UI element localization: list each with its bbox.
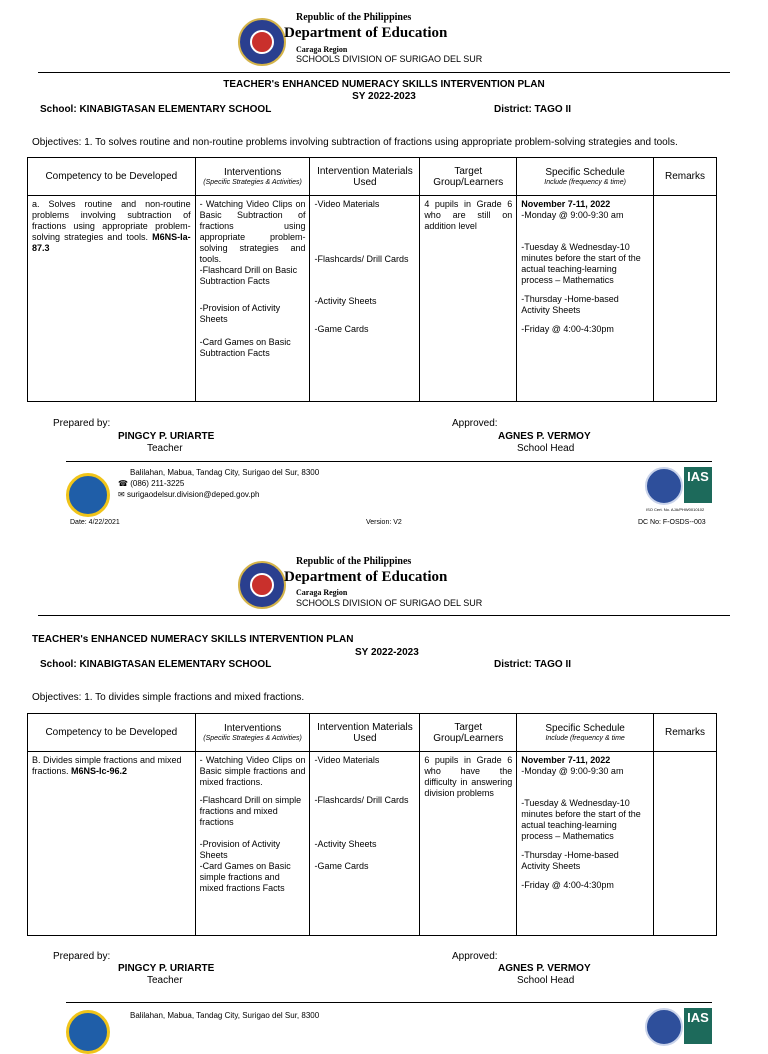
footer-address: Balilahan, Mabua, Tandag City, Surigao del Sur, 8300 bbox=[130, 1011, 320, 1020]
footer-date: Date: 4/22/2021 bbox=[70, 519, 120, 526]
header-competency: Competency to be Developed bbox=[28, 158, 196, 196]
footer-divider bbox=[66, 1002, 712, 1003]
footer-divider bbox=[66, 461, 712, 462]
header-remarks: Remarks bbox=[654, 158, 717, 196]
remarks-cell bbox=[654, 752, 717, 936]
objectives: Objectives: 1. To divides simple fractions and mixed fractions. bbox=[32, 692, 305, 703]
district-name: District: TAGO II bbox=[494, 659, 572, 670]
materials-cell: -Video Materials -Flashcards/ Drill Cards -Activity Sheets -Game Cards bbox=[310, 196, 420, 402]
prepared-label: Prepared by: bbox=[53, 951, 111, 962]
division-logo-icon bbox=[66, 1010, 110, 1054]
iso-certification-icon bbox=[645, 1008, 683, 1046]
iso-cert-text: ISO Cert. No. AJA/PHW0010102 bbox=[646, 507, 705, 512]
header-materials: Intervention Materials Used bbox=[310, 158, 420, 196]
approved-label: Approved: bbox=[452, 951, 498, 962]
table-row bbox=[28, 752, 717, 936]
footer-email: ✉ surigaodelsur.division@deped.gov.ph bbox=[118, 490, 260, 499]
target-cell: 6 pupils in Grade 6 who have the difficulty in answering division problems bbox=[420, 752, 517, 936]
region-text: Caraga Region bbox=[296, 45, 348, 54]
footer-dc-number: DC No: F-OSDS--003 bbox=[638, 519, 706, 526]
iso-certification-icon bbox=[645, 467, 683, 505]
target-cell: 4 pupils in Grade 6 who are still on addition level bbox=[420, 196, 517, 402]
header-interventions: Interventions (Specific Strategies & Activities) bbox=[195, 714, 310, 752]
deped-seal-icon bbox=[238, 18, 286, 66]
footer-address: Balilahan, Mabua, Tandag City, Surigao del Sur, 8300 bbox=[130, 468, 320, 477]
division-text: SCHOOLS DIVISION OF SURIGAO DEL SUR bbox=[296, 54, 483, 64]
district-name: District: TAGO II bbox=[494, 104, 572, 115]
header-divider bbox=[38, 615, 730, 616]
plan-title: TEACHER's ENHANCED NUMERACY SKILLS INTERVENTION PLAN bbox=[223, 79, 545, 90]
phone-icon: ☎ bbox=[118, 479, 128, 488]
materials-cell: -Video Materials -Flashcards/ Drill Cards -Activity Sheets -Game Cards bbox=[310, 752, 420, 936]
header-competency: Competency to be Developed bbox=[28, 714, 196, 752]
interventions-cell: - Watching Video Clips on Basic Subtraction of fractions using appropriate problem-solving strategies and tools. -Flashcard Drill on Basic Subtraction Facts -Provision of Activity Sheets -Card Games on Basic Subtraction Facts bbox=[195, 196, 310, 402]
school-name: School: KINABIGTASAN ELEMENTARY SCHOOL bbox=[40, 659, 272, 670]
approver-name: AGNES P. VERMOY bbox=[498, 963, 591, 974]
republic-text: Republic of the Philippines bbox=[296, 556, 412, 567]
preparer-role: Teacher bbox=[147, 443, 183, 454]
intervention-table-2 bbox=[27, 713, 717, 936]
objectives: Objectives: 1. To solves routine and non-routine problems involving subtraction of fractions using appropriate problem-solving strategies and tools. bbox=[32, 137, 678, 148]
prepared-label: Prepared by: bbox=[53, 418, 111, 429]
region-text: Caraga Region bbox=[296, 588, 348, 597]
schedule-cell: November 7-11, 2022 -Monday @ 9:00-9:30 am -Tuesday & Wednesday-10 minutes before the start of the actual teaching-learning process – Mathematics -Thursday -Home-based Activity Sheets -Friday @ 4:00-4:30pm bbox=[517, 752, 654, 936]
ias-logo: IAS bbox=[684, 1008, 712, 1044]
header-divider bbox=[38, 72, 730, 73]
competency-cell: B. Divides simple fractions and mixed fractions. M6NS-Ic-96.2 bbox=[28, 752, 196, 936]
header-target: Target Group/Learners bbox=[420, 714, 517, 752]
header-interventions: Interventions (Specific Strategies & Activities) bbox=[195, 158, 310, 196]
preparer-role: Teacher bbox=[147, 975, 183, 986]
mail-icon: ✉ bbox=[118, 490, 125, 499]
schedule-cell: November 7-11, 2022 -Monday @ 9:00-9:30 am -Tuesday & Wednesday-10 minutes before the start of the actual teaching-learning process – Mathematics -Thursday -Home-based Activity Sheets -Friday @ 4:00-4:30pm bbox=[517, 196, 654, 402]
remarks-cell bbox=[654, 196, 717, 402]
approver-role: School Head bbox=[517, 975, 575, 986]
competency-cell: a. Solves routine and non-routine problems involving subtraction of fractions using appropriate problem-solving strategies and tools. M6NS-Ia-87.3 bbox=[28, 196, 196, 402]
division-text: SCHOOLS DIVISION OF SURIGAO DEL SUR bbox=[296, 598, 483, 608]
interventions-cell: - Watching Video Clips on Basic simple fractions and mixed fractions. -Flashcard Drill on simple fractions and mixed fractions -Provision of Activity Sheets -Card Games on Basic simple fractions and mixed fractions Facts bbox=[195, 752, 310, 936]
header-schedule: Specific Schedule Include (frequency & time bbox=[517, 714, 654, 752]
department-title: Department of Education bbox=[284, 569, 448, 585]
school-name: School: KINABIGTASAN ELEMENTARY SCHOOL bbox=[40, 104, 272, 115]
header-remarks: Remarks bbox=[654, 714, 717, 752]
approver-name: AGNES P. VERMOY bbox=[498, 431, 591, 442]
republic-text: Republic of the Philippines bbox=[296, 12, 412, 23]
approved-label: Approved: bbox=[452, 418, 498, 429]
approver-role: School Head bbox=[517, 443, 575, 454]
intervention-table-1 bbox=[27, 157, 717, 402]
header-materials: Intervention Materials Used bbox=[310, 714, 420, 752]
preparer-name: PINGCY P. URIARTE bbox=[118, 431, 215, 442]
header-target: Target Group/Learners bbox=[420, 158, 517, 196]
footer-phone: ☎ (086) 211-3225 bbox=[118, 479, 185, 488]
school-year: SY 2022-2023 bbox=[355, 647, 419, 658]
department-title: Department of Education bbox=[284, 25, 448, 41]
ias-logo: IAS bbox=[684, 467, 712, 503]
division-logo-icon bbox=[66, 473, 110, 517]
preparer-name: PINGCY P. URIARTE bbox=[118, 963, 215, 974]
plan-title: TEACHER's ENHANCED NUMERACY SKILLS INTERVENTION PLAN bbox=[32, 634, 354, 645]
deped-seal-icon bbox=[238, 561, 286, 609]
school-year: SY 2022-2023 bbox=[352, 91, 416, 102]
table-row bbox=[28, 196, 717, 402]
header-schedule: Specific Schedule Include (frequency & time) bbox=[517, 158, 654, 196]
footer-version: Version: V2 bbox=[366, 519, 402, 526]
